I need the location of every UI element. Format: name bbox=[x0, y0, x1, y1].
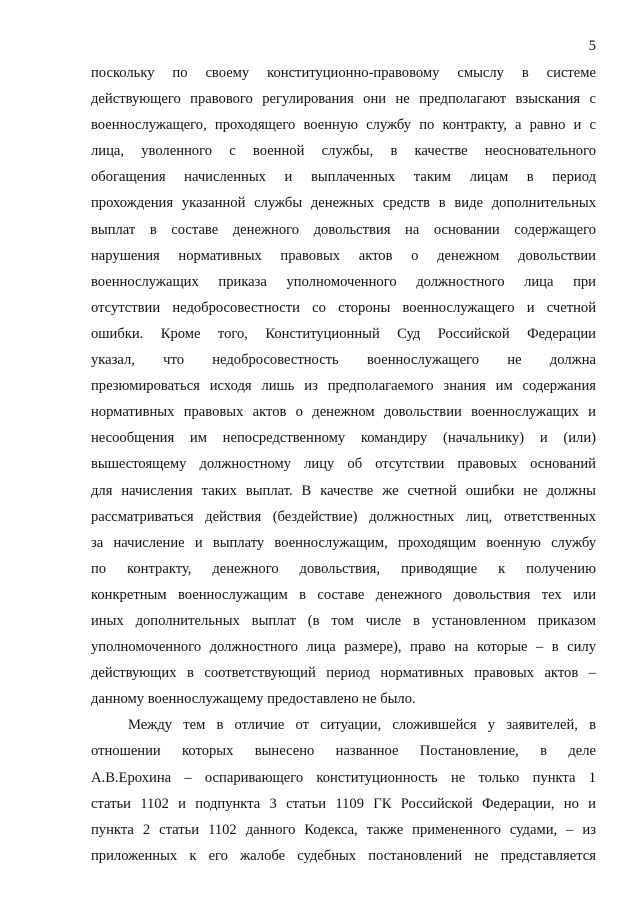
text-line: статьи 1102 и подпункта 3 статьи 1109 ГК Российской Федерации, но и bbox=[91, 795, 596, 812]
text-line: действующих в соответствующий период нормативных правовых актов – bbox=[91, 665, 596, 682]
text-line: нарушения нормативных правовых актов о денежном довольствии bbox=[91, 247, 596, 264]
text-line: Между тем в отличие от ситуации, сложившейся у заявителей, в bbox=[128, 717, 596, 734]
text-line: поскольку по своему конституционно-правовому смыслу в системе bbox=[91, 65, 596, 81]
text-line: обогащения начисленных и выплаченных таким лицам в период bbox=[91, 169, 596, 186]
paragraph-1 bbox=[91, 60, 596, 712]
text-line: для начисления таких выплат. В качестве же счетной ошибки не должны bbox=[91, 482, 596, 499]
paragraph-2 bbox=[91, 712, 596, 869]
text-line: отношении которых вынесено названное Постановление, в деле bbox=[91, 743, 596, 760]
text-line: нормативных правовых актов о денежном довольствии военнослужащих и bbox=[91, 404, 596, 421]
text-line: военнослужащих приказа уполномоченного должностного лица при bbox=[91, 273, 596, 290]
text-line: отсутствии недобросовестности со стороны военнослужащего и счетной bbox=[91, 299, 596, 316]
text-line: иных дополнительных выплат (в том числе в установленном приказом bbox=[91, 612, 596, 629]
page-number: 5 bbox=[588, 38, 596, 54]
text-line: за начисление и выплату военнослужащим, проходящим военную службу bbox=[91, 534, 596, 551]
text-line: вышестоящему должностному лицу об отсутствии правовых оснований bbox=[91, 456, 596, 473]
text-line: по контракту, денежного довольствия, приводящие к получению bbox=[91, 560, 596, 577]
text-line: уполномоченного должностного лица размере), право на которые – в силу bbox=[91, 639, 596, 656]
text-line: военнослужащего, проходящего военную службу по контракту, а равно и с bbox=[91, 117, 596, 134]
body-text bbox=[91, 60, 596, 869]
text-line: действующего правового регулирования они не предполагают взыскания с bbox=[91, 91, 596, 108]
text-line: презюмироваться исходя лишь из предполагаемого знания им содержания bbox=[91, 378, 596, 395]
text-line: выплат в составе денежного довольствия на основании содержащего bbox=[91, 221, 596, 238]
text-line: лица, уволенного с военной службы, в качестве неосновательного bbox=[91, 143, 596, 160]
text-line: рассматриваться действия (бездействие) должностных лиц, ответственных bbox=[91, 508, 596, 525]
text-line: данному военнослужащему предоставлено не было. bbox=[91, 691, 416, 708]
text-line: пункта 2 статьи 1102 данного Кодекса, также примененного судами, – из bbox=[91, 821, 596, 838]
text-line: несообщения им непосредственному командиру (начальнику) и (или) bbox=[91, 430, 596, 447]
text-line: ошибки. Кроме того, Конституционный Суд Российской Федерации bbox=[91, 325, 596, 342]
text-line: А.В.Ерохина – оспаривающего конституционность не только пункта 1 bbox=[91, 769, 596, 786]
text-line: конкретным военнослужащим в составе денежного довольствия тех или bbox=[91, 586, 596, 603]
text-line: указал, что недобросовестность военнослужащего не должна bbox=[91, 352, 596, 369]
text-line: прохождения указанной службы денежных средств в виде дополнительных bbox=[91, 195, 596, 212]
text-line: приложенных к его жалобе судебных постановлений не представляется bbox=[91, 847, 596, 864]
